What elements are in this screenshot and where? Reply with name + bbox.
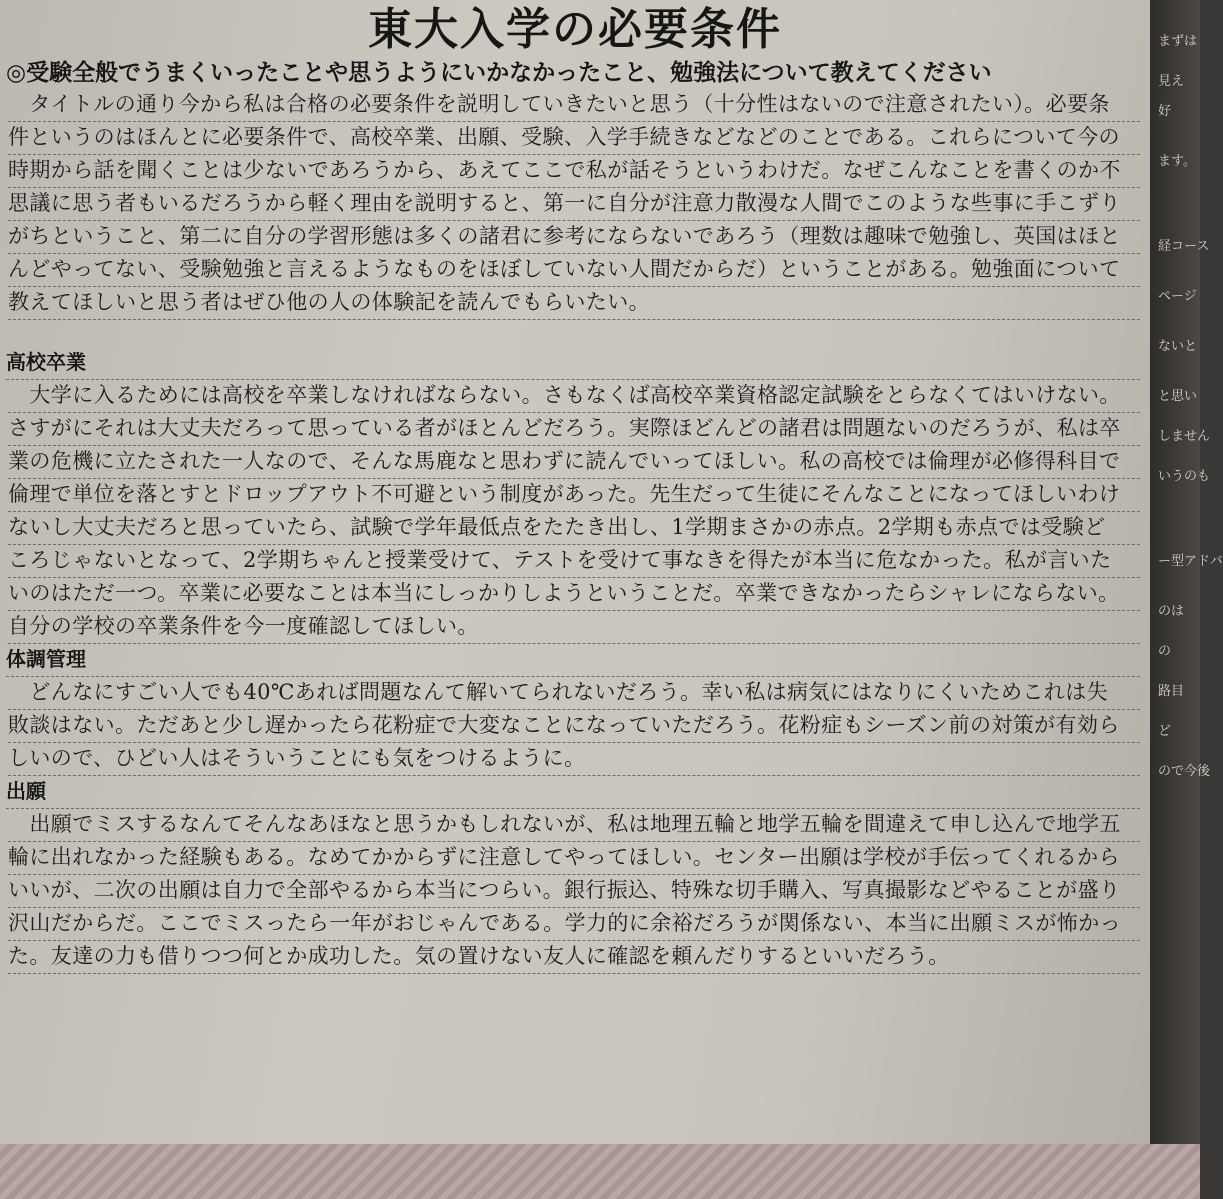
text-line: 沢山だからだ。ここでミスったら一年がおじゃんである。学力的に余裕だろうが関係ない、本当に出願ミスが怖かっ <box>8 907 1140 941</box>
adjacent-page-text: ど <box>1158 724 1172 739</box>
adjacent-page-text: ページ <box>1158 289 1197 304</box>
adjacent-page-text: と思い <box>1158 389 1198 404</box>
adjacent-page-text: 好 <box>1158 104 1172 119</box>
text-line: 大学に入るためには高校を卒業しなければならない。さもなくば高校卒業資格認定試験をとらなくてはいけない。 <box>8 379 1140 413</box>
text-line: 業の危機に立たされた一人なので、そんな馬鹿なと思わずに読んでいってほしい。私の高校では倫理が必修得科目で <box>8 445 1140 479</box>
adjacent-page-text: しません <box>1158 429 1211 444</box>
text-line: んどやってない、受験勉強と言えるようなものをほぼしていない人間だからだ）ということがある。勉強面について <box>8 253 1140 287</box>
text-line: 教えてほしいと思う者はぜひ他の人の体験記を読んでもらいたい。 <box>8 286 1140 320</box>
text-line: 件というのはほんとに必要条件で、高校卒業、出願、受験、入学手続きなどなどのことである。これらについて今の <box>8 121 1140 155</box>
text-line: ないし大丈夫だろと思っていたら、試験で学年最低点をたたき出し、1学期まさかの赤点。2学期も赤点では受験ど <box>8 511 1140 545</box>
adjacent-page-text: 路目 <box>1158 684 1185 699</box>
text-line: 自分の学校の卒業条件を今一度確認してほしい。 <box>8 610 1140 644</box>
adjacent-page-text: の <box>1158 644 1172 659</box>
text-line: さすがにそれは大丈夫だろって思っている者がほとんどだろう。実際ほどんどの諸君は問題ないのだろうが、私は卒 <box>8 412 1140 446</box>
adjacent-page-text: いうのも <box>1158 469 1211 484</box>
adjacent-page-text: まずは <box>1158 34 1198 49</box>
section-heading: 高校卒業 <box>6 346 1140 380</box>
adjacent-page-text: ー型アドバ <box>1158 554 1223 569</box>
adjacent-page-text: ます。 <box>1158 154 1196 169</box>
text-line: 時期から話を聞くことは少ないであろうから、あえてここで私が話そうというわけだ。なぜこんなことを書くのか不 <box>8 154 1140 188</box>
text-line: いのはただ一つ。卒業に必要なことは本当にしっかりしようということだ。卒業できなかったらシャレにならない。 <box>8 577 1140 611</box>
adjacent-page-text: 経コース <box>1158 239 1210 254</box>
adjacent-page-text: のは <box>1158 604 1185 619</box>
text-line: 出願でミスするなんてそんなあほなと思うかもしれないが、私は地理五輪と地学五輪を間違えて申し込んで地学五 <box>8 808 1140 842</box>
section-heading: 出願 <box>6 775 1140 809</box>
text-line: いいが、二次の出願は自力で全部やるから本当につらい。銀行振込、特殊な切手購入、写真撮影などやることが盛り <box>8 874 1140 908</box>
text-line: 敗談はない。ただあと少し遅かったら花粉症で大変なことになっていただろう。花粉症もシーズン前の対策が有効ら <box>8 709 1140 743</box>
adjacent-page-text: ので今後 <box>1158 764 1211 779</box>
text-line: た。友達の力も借りつつ何とか成功した。気の置けない友人に確認を頼んだりするといいだろう。 <box>8 940 1140 974</box>
question-heading: ◎受験全般でうまくいったことや思うようにいかなかったこと、勉強法について教えてください <box>6 60 992 86</box>
adjacent-page-text: 見え <box>1158 74 1185 89</box>
page-title: 東大入学の必要条件 <box>368 4 782 55</box>
text-line: 思議に思う者もいるだろうから軽く理由を説明すると、第一に自分が注意力散漫な人間でこのような些事に手こずり <box>8 187 1140 221</box>
text-line: 倫理で単位を落とすとドロップアウト不可避という制度があった。先生だって生徒にそんなことになってほしいわけ <box>8 478 1140 512</box>
adjacent-page-text: ないと <box>1158 339 1198 354</box>
text-line: どんなにすごい人でも40℃あれば問題なんて解いてられないだろう。幸い私は病気にはなりにくいためこれは失 <box>8 676 1140 710</box>
text-line: タイトルの通り今から私は合格の必要条件を説明していきたいと思う（十分性はないので注意されたい）。必要条 <box>8 88 1140 122</box>
section-heading: 体調管理 <box>6 643 1140 677</box>
background-fabric <box>0 1144 1200 1199</box>
text-line: ころじゃないとなって、2学期ちゃんと授業受けて、テストを受けて事なきを得たが本当に危なかった。私が言いた <box>8 544 1140 578</box>
text-line: がちということ、第二に自分の学習形態は多くの諸君に参考にならないであろう（理数は趣味で勉強し、英国はほと <box>8 220 1140 254</box>
text-line: しいので、ひどい人はそういうことにも気をつけるように。 <box>8 742 1140 776</box>
adjacent-page-edge <box>1150 0 1223 1199</box>
text-line: 輪に出れなかった経験もある。なめてかからずに注意してやってほしい。センター出願は学校が手伝ってくれるから <box>8 841 1140 875</box>
